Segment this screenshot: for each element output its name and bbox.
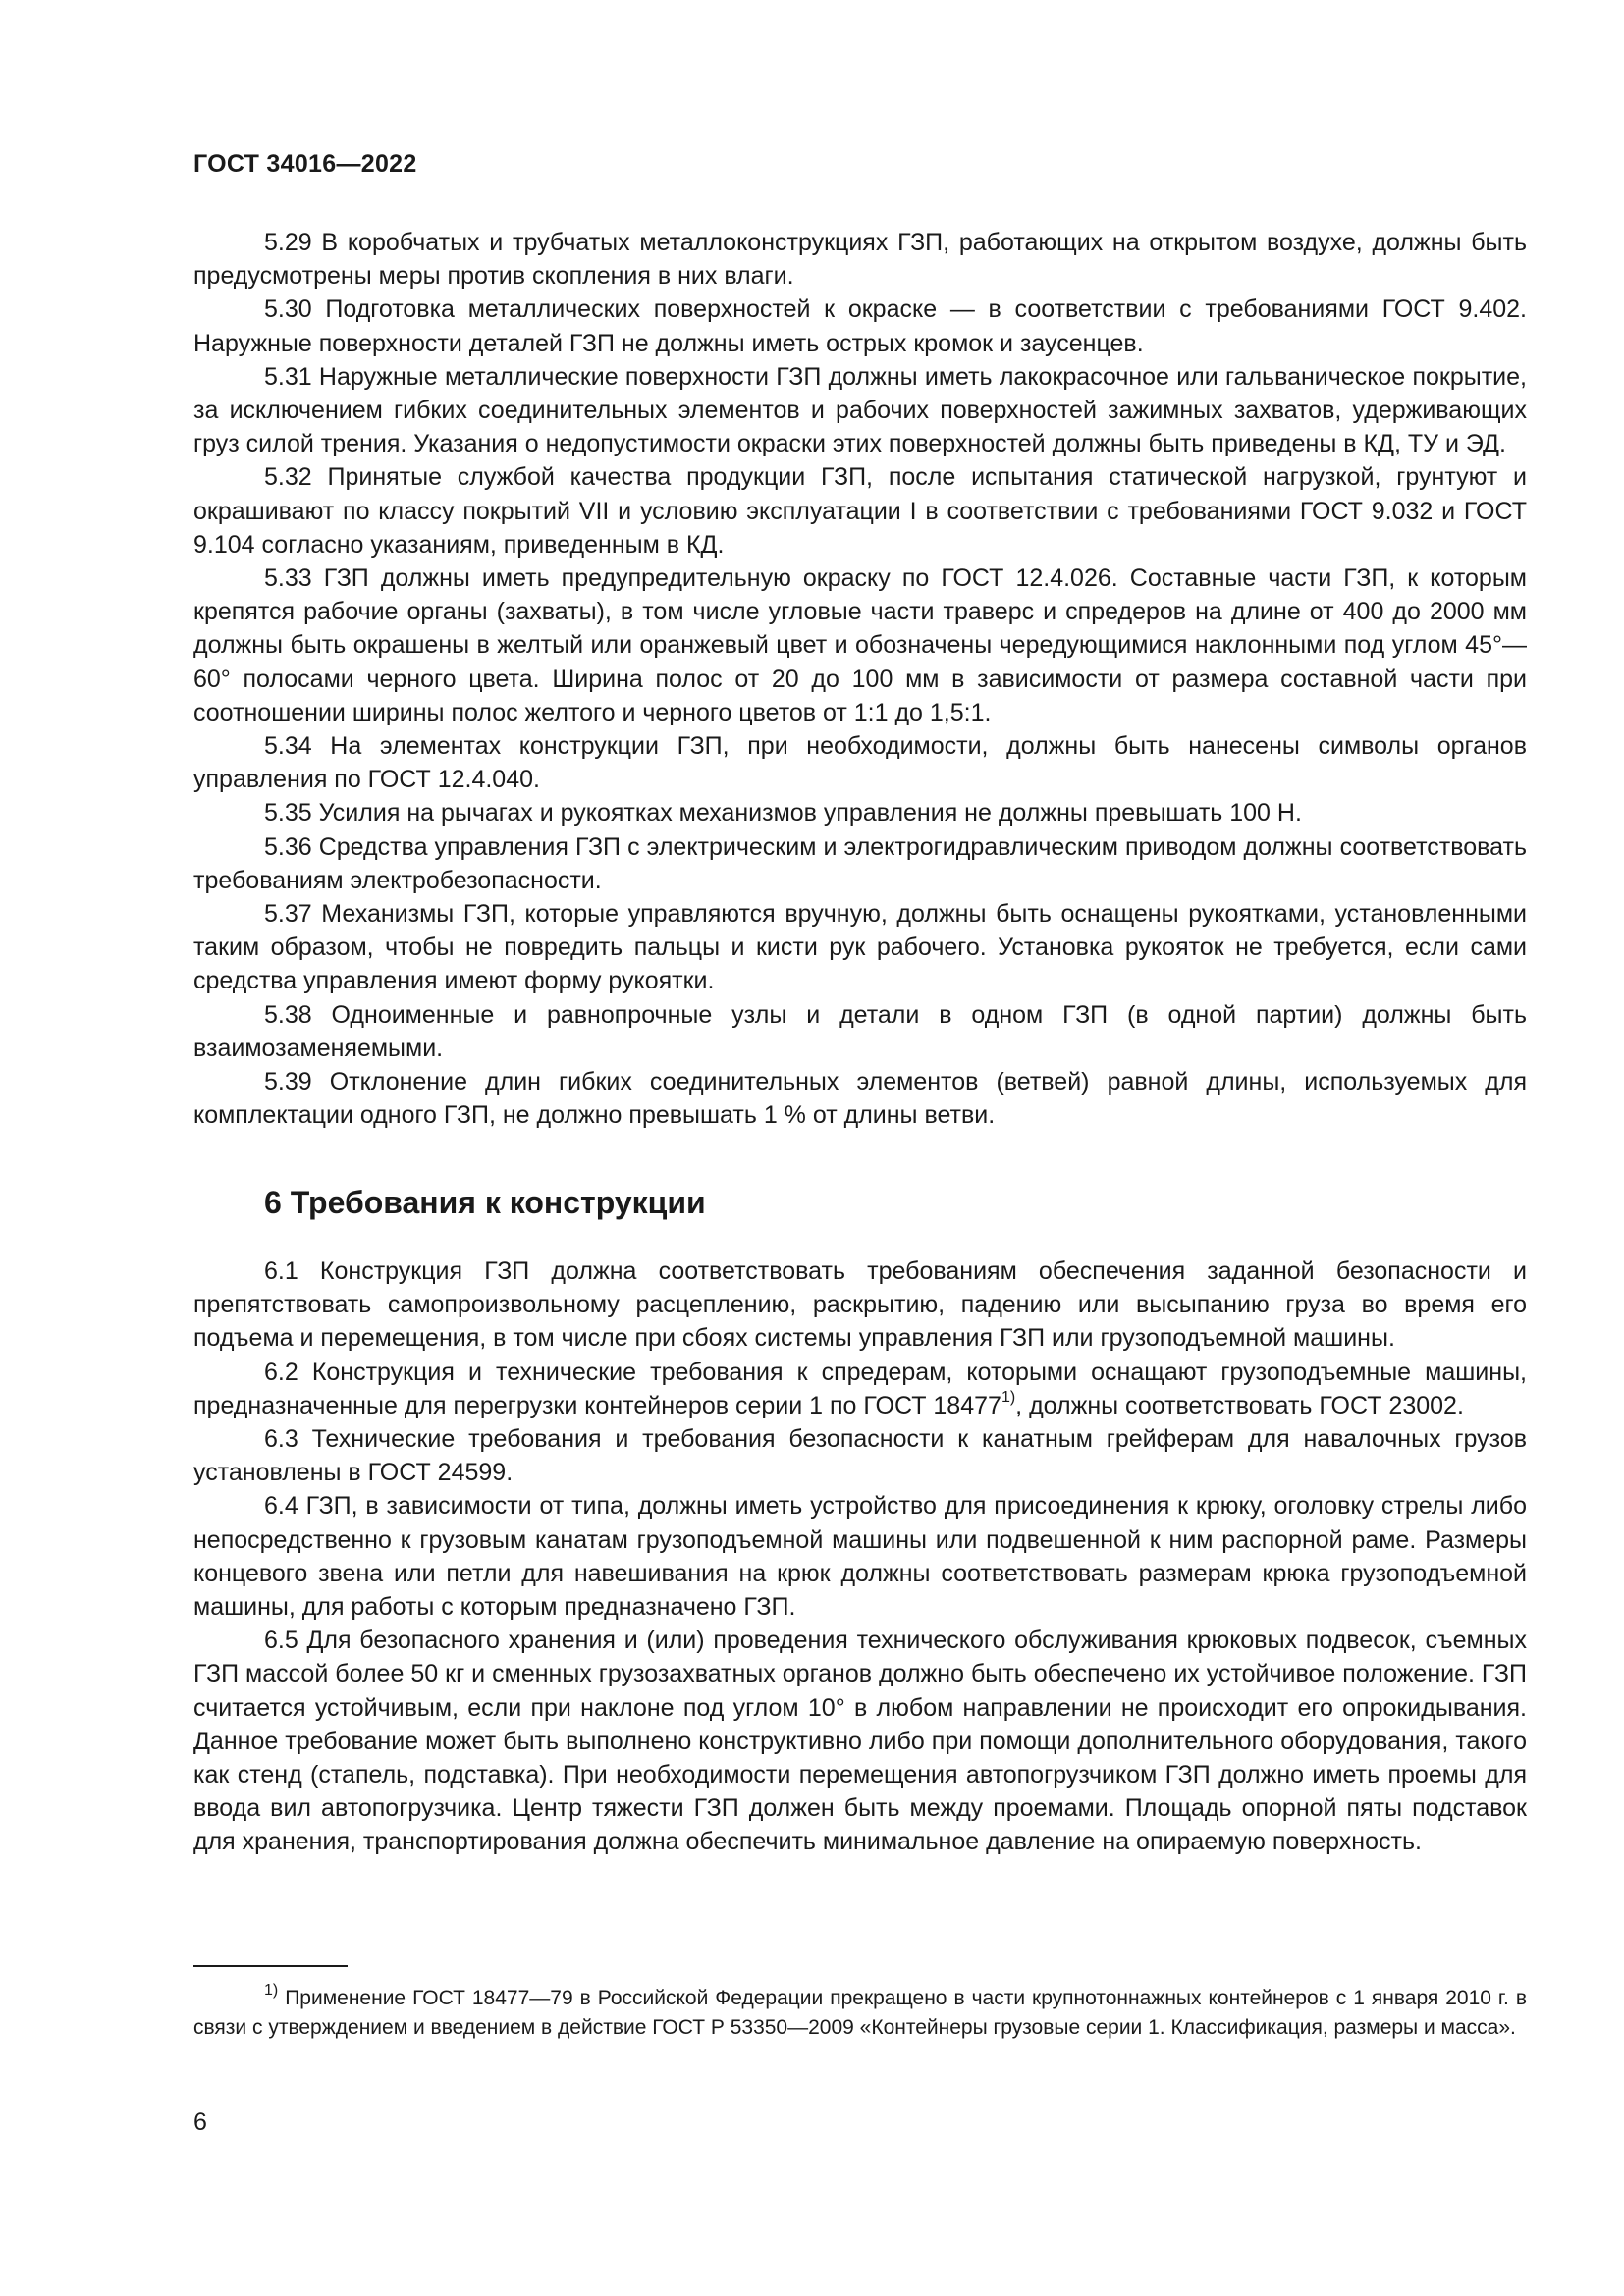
section-title: 6 Требования к конструкции <box>264 1185 706 1220</box>
document-header: ГОСТ 34016—2022 <box>193 150 417 178</box>
paragraph-5-29: 5.29 В коробчатых и трубчатых металлоконструкциях ГЗП, работающих на открытом воздухе, должны быть предусмотрены меры против скопления в них влаги. <box>193 229 1527 291</box>
page-number: 6 <box>193 2109 207 2136</box>
paragraph-5-30: 5.30 Подготовка металлических поверхностей к окраске — в соответствии с требованиями ГОСТ 9.402. Наружные поверхности деталей ГЗП не должны иметь острых кромок и заусенцев. <box>193 295 1527 357</box>
paragraph-5-36: 5.36 Средства управления ГЗП с электрическим и электрогидравлическим приводом должны соответствовать требованиям электробезопасности. <box>193 832 1527 894</box>
paragraph-5-32: 5.32 Принятые службой качества продукции ГЗП, после испытания статической нагрузкой, грунтуют и окрашивают по классу покрытий VII и условию эксплуатации I в соответствии с требованиями ГОСТ 9.032 и ГОСТ 9.104 согласно указаниям, приведенным в КД. <box>193 463 1527 559</box>
paragraph-5-38: 5.38 Одноименные и равнопрочные узлы и детали в одном ГЗП (в одной партии) должны быть взаимозаменяемыми. <box>193 1000 1527 1062</box>
footnote-divider <box>193 1965 348 1967</box>
footnote-text: Применение ГОСТ 18477—79 в Российской Федерации прекращено в части крупнотоннажных контейнеров с 1 января 2010 г. в связи с утверждением и введением в действие ГОСТ Р 53350—2009 «Контейнеры грузовые серии 1. Классификация, размеры и масса». <box>193 1987 1527 2039</box>
footnote <box>193 1984 1527 2042</box>
paragraph-6-3: 6.3 Технические требования и требования безопасности к канатным грейферам для навалочных грузов установлены в ГОСТ 24599. <box>193 1425 1527 1487</box>
document-page <box>193 0 1527 2296</box>
footnote-reference[interactable]: 1) <box>1001 1389 1016 1407</box>
paragraph-5-34: 5.34 На элементах конструкции ГЗП, при необходимости, должны быть нанесены символы органов управления по ГОСТ 12.4.040. <box>193 732 1527 794</box>
footnote-marker: 1) <box>264 1982 279 1999</box>
paragraph-6-5: 6.5 Для безопасного хранения и (или) проведения технического обслуживания крюковых подвесок, съемных ГЗП массой более 50 кг и сменных грузозахватных органов должно быть обеспечено их устойчивое положение. ГЗП считается устойчивым, если при наклоне под углом 10° в любом направлении не происходит его опрокидывания. Данное требование может быть выполнено конструктивно либо при помощи дополнительного оборудования, такого как стенд (стапель, подставка). При необходимости перемещения автопогрузчиком ГЗП должно иметь проемы для ввода вил автопогрузчика. Центр тяжести ГЗП должен быть между проемами. Площадь опорной пяты подставок для хранения, транспортирования должна обеспечить минимальное давление на опираемую поверхность. <box>193 1627 1527 1856</box>
paragraph-6-1: 6.1 Конструкция ГЗП должна соответствовать требованиям обеспечения заданной безопасности и препятствовать самопроизвольному расцеплению, раскрытию, падению или высыпанию груза во время его подъема и перемещения, в том числе при сбоях системы управления ГЗП или грузоподъемной машины. <box>193 1257 1527 1353</box>
paragraph-6-2-text-end: , должны соответствовать ГОСТ 23002. <box>1015 1391 1464 1419</box>
paragraph-6-2-text: 6.2 Конструкция и технические требования к спредерам, которыми оснащают грузоподъемные машины, предназначенные для перегрузки контейнеров серии 1 по ГОСТ 18477 <box>193 1358 1527 1419</box>
paragraph-5-33: 5.33 ГЗП должны иметь предупредительную окраску по ГОСТ 12.4.026. Составные части ГЗП, к которым крепятся рабочие органы (захваты), в том числе угловые части траверс и спредеров на длине от 400 до 2000 мм должны быть окрашены в желтый или оранжевый цвет и обозначены чередующимися наклонными под углом 45°— 60° полосами черного цвета. Ширина полос от 20 до 100 мм в зависимости от размера составной части при соотношении ширины полос желтого и черного цветов от 1:1 до 1,5:1. <box>193 564 1527 726</box>
paragraph-6-2 <box>193 1356 1527 1422</box>
paragraph-5-35: 5.35 Усилия на рычагах и рукоятках механизмов управления не должны превышать 100 Н. <box>264 799 1302 828</box>
paragraph-5-31: 5.31 Наружные металлические поверхности ГЗП должны иметь лакокрасочное или гальваническое покрытие, за исключением гибких соединительных элементов и рабочих поверхностей зажимных захватов, удерживающих груз силой трения. Указания о недопустимости окраски этих поверхностей должны быть приведены в КД, ТУ и ЭД. <box>193 362 1527 458</box>
requirements-section-5 <box>193 226 1527 1132</box>
paragraph-6-4: 6.4 ГЗП, в зависимости от типа, должны иметь устройство для присоединения к крюку, оголовку стрелы либо непосредственно к грузовым канатам грузоподъемной машины или подвешенной к ним распорной раме. Размеры концевого звена или петли для навешивания на крюк должны соответствовать размерам крюка грузоподъемной машины, для работы с которым предназначено ГЗП. <box>193 1492 1527 1622</box>
paragraph-5-37: 5.37 Механизмы ГЗП, которые управляются вручную, должны быть оснащены рукоятками, установленными таким образом, чтобы не повредить пальцы и кисти рук рабочего. Установка рукояток не требуется, если сами средства управления имеют форму рукоятки. <box>193 900 1527 995</box>
requirements-section-6 <box>193 1255 1527 1859</box>
paragraph-5-39: 5.39 Отклонение длин гибких соединительных элементов (ветвей) равной длины, используемых для комплектации одного ГЗП, не должно превышать 1 % от длины ветви. <box>193 1068 1527 1130</box>
